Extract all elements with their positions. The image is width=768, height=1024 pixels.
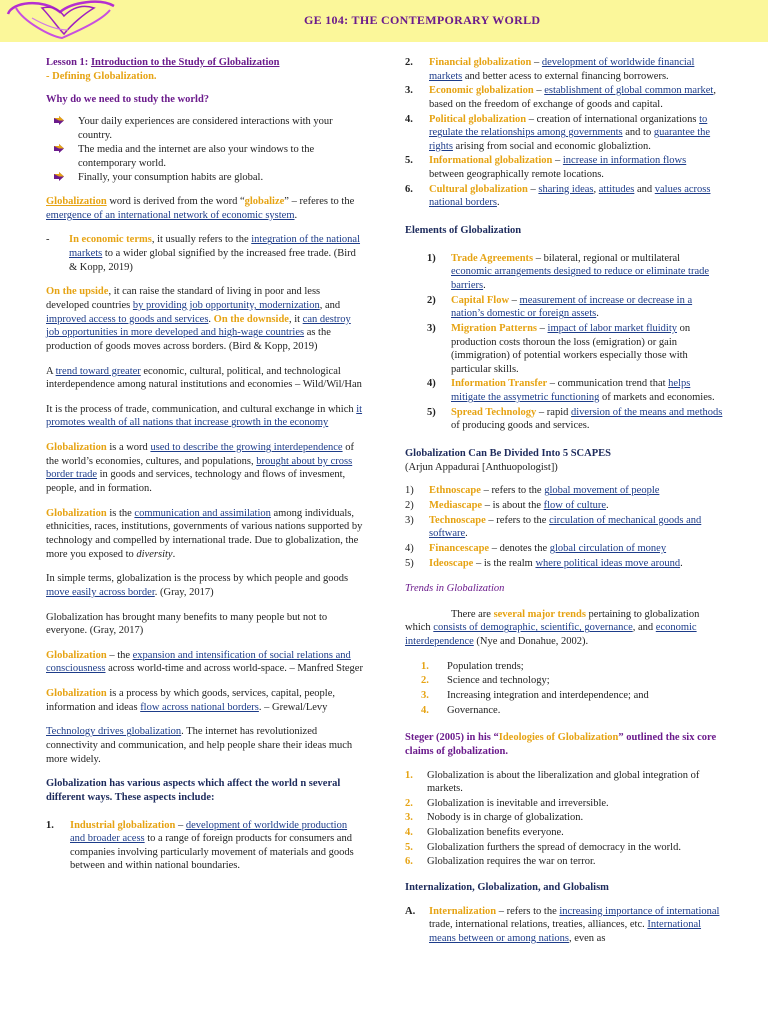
list-item: 5. Informational globalization – increase in information flows between geographically remote locations. [405,155,687,181]
steger-heading: Steger (2005) in his “Ideologies of Globalization” outlined the six core claims of globalization. [405,732,717,757]
page-title: GE 104: THE CONTEMPORARY WORLD [304,13,541,27]
left-column [46,56,364,881]
scapes-subheading: (Arjun Appadurai [Anthuopologist]) [405,461,558,473]
paragraph-word: Globalization is a word used to describe the growing interdependence of the world’s economies, cultures, and populations, brought about by cross border trade in goods and services, technology and flows of invesment, people, and in formation. [46,442,354,495]
arrow-bullet-icon [54,116,64,125]
list-item: 3) Migration Patterns – impact of labor market fluidity on production costs thoroun the loss (emigration) or gain (immigration) of potential workers especially those with particular skills. [427,322,691,375]
steger-claims-list [405,769,723,869]
aspects-list [46,819,364,874]
list-item: 4. Governance. [421,704,501,716]
list-item: 2. Globalization is inevitable and irreversible. [405,797,609,809]
trends-heading: Trends in Globalization [405,583,505,595]
list-item: 2) Mediascape – is about the flow of culture. [405,499,609,511]
list-item: 5) Spread Technology – rapid diversion of the means and methods of producing goods and services. [427,406,723,432]
list-item: 5. Globalization furthers the spread of democracy in the world. [405,841,681,853]
paragraph-upside: On the upside, it can raise the standard of living in poor and less developed countries by providing job opportunity, modernization, and improved access to goods and services. On the downside, it can destroy job opportunities in more developed and high-wage countries as the production of goods moves across borders. (Bird & Kopp, 2019) [46,286,351,352]
paragraph-trends: There are several major trends pertaining to globalization which consists of demographic, scientific, governance, and economic interdependence (Nye and Donahue, 2002). [405,608,700,648]
globalization-types-list [405,56,723,210]
aspects-heading: Globalization has various aspects which affect the world n several different ways. These aspects include: [46,778,341,803]
list-item: 5) Ideoscape – is the realm where political ideas move around. [405,557,683,569]
page-header [0,0,768,42]
arrow-bullet-icon [54,172,64,181]
list-item: 1. Industrial globalization – development of worldwide production and broader acess to a range of foreign products for consumers and companies involving particularly movement of materials and goods between and within national boundaries. [46,819,354,872]
list-item: 4) Information Transfer – communication trend that helps mitigate the assymetric functioning of markets and economies. [427,378,715,404]
list-item: Your daily experiences are considered interactions with your country. [78,115,364,142]
paragraph-steger: Globalization – the expansion and intensification of social relations and consciousness across world-time and across world-space. – Manfred Steger [46,649,363,675]
internalization-heading: Internalization, Globalization, and Globalism [405,882,609,894]
economic-terms-item: - In economic terms, it usually refers to the integration of the national markets to a wider global signified by the increased free trade. (Bird & Kopp, 2019) [46,234,361,273]
list-item: 4. Globalization benefits everyone. [405,827,564,839]
paragraph-derived: Globalization word is derived from the word “globalize” – referes to the emergence of an international network of economic system. [46,196,355,221]
right-column [405,56,723,954]
trends-list [405,660,723,718]
list-item: 6. Cultural globalization – sharing ideas, attitudes and values across national borders. [405,183,711,209]
list-item: 1. Population trends; [421,660,524,672]
list-item: A. Internalization – refers to the increasing importance of international trade, international relations, treaties, alliances, etc. International means between or among nations, even as [405,905,720,944]
list-item: The media and the internet are also your windows to the contemporary world. [78,143,364,170]
scapes-heading: Globalization Can Be Divided Into 5 SCAPES [405,448,611,460]
list-item: 2. Financial globalization – development of worldwide financial markets and better acess to external financing borrowers. [405,57,695,82]
list-item: 4. Political globalization – creation of international organizations to regulate the relationships among governments and to guarantee the rights arising from social and economic globaliztion. [405,113,711,152]
internalization-list [405,905,723,946]
paragraph-communication: Globalization is the communication and assimilation among individuals, ethnicities, races, institutions, governments of various nations supported by technology and compelled by international trade. Due to globalization, the more you exposed to diversity. [46,507,363,560]
paragraph-technology: Technology drives globalization. The internet has revolutionized connectivity and communication, and help people share their ideas much more widely. [46,726,353,765]
list-item: 3. Nobody is in charge of globalization. [405,812,584,824]
paragraph-simple-terms: In simple terms, globalization is the process by which people and goods move easily across border. (Gray, 2017) [46,573,349,598]
list-item: 1) Trade Agreements – bilateral, regional or multilateral economic arrangements designed to reduce or eliminate trade barriers. [427,252,710,291]
list-item: 1. Globalization is about the liberalization and global integration of markets. [405,769,700,795]
why-bullets [46,115,364,185]
paragraph-benefits: Globalization has brought many benefits to many people but not to everyone. (Gray, 2017) [46,611,328,637]
list-item: 4) Financescape – denotes the global circulation of money [405,542,667,554]
heart-logo-icon [2,0,122,40]
list-item: 2. Science and technology; [421,675,550,687]
list-item: 1) Ethnoscape – refers to the global movement of people [405,485,660,497]
paragraph-process: It is the process of trade, communication, and cultural exchange in which it promotes wealth of all nations that increase growth in the economy [46,403,363,429]
lesson-title: Lesson 1: Introduction to the Study of Globalization - Defining Globalization. [46,57,280,82]
paragraph-grewal: Globalization is a process by which goods, services, capital, people, information and ideas flow across national borders. – Grewal/Levy [46,688,336,713]
paragraph-trend: A trend toward greater economic, cultural, political, and technological interdependence among natural institutions and economies – Wild/Wil/Han [46,365,362,391]
scapes-list [405,484,723,570]
why-heading: Why do we need to study the world? [46,94,210,106]
list-item: 2) Capital Flow – measurement of increase or decrease in a nation’s domestic or foreign assets. [427,294,693,320]
list-item: 3. Increasing integration and interdependence; and [421,689,649,701]
list-item: 6. Globalization requires the war on terror. [405,856,596,868]
list-item: Finally, your consumption habits are global. [78,171,364,185]
list-item: 3. Economic globalization – establishment of global common market, based on the freedom of exchange of goods and capital. [405,85,716,110]
list-item: 3) Technoscape – refers to the circulation of mechanical goods and software. [405,514,702,540]
elements-heading: Elements of Globalization [405,225,522,237]
elements-list [405,252,723,433]
arrow-bullet-icon [54,144,64,153]
